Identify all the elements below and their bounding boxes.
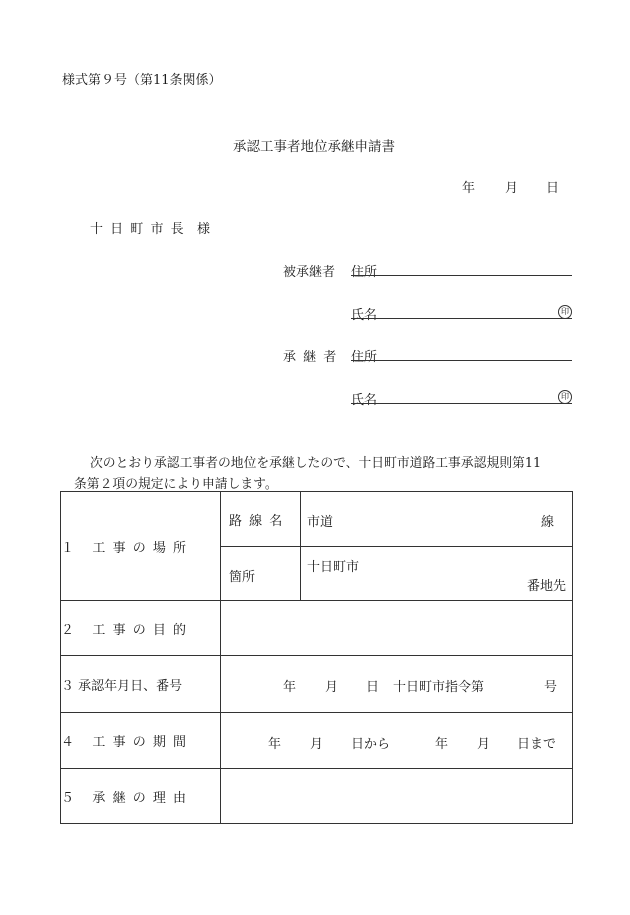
table-row-purpose	[61, 601, 573, 656]
predecessor-address-line[interactable]	[351, 275, 572, 276]
location-field[interactable]	[301, 547, 573, 601]
period-to-day: 日まで	[517, 737, 557, 752]
period-from-year: 年	[268, 737, 282, 752]
row-label-work-location: １ 工事の場所	[61, 492, 221, 601]
table-row-reason	[61, 769, 573, 824]
intro-line-2: 条第２項の規定により申請します。	[74, 477, 278, 492]
predecessor-seal-mark: 印	[558, 305, 572, 319]
reason-field[interactable]	[221, 769, 573, 824]
date-year-label: 年	[462, 181, 476, 196]
successor-address-label: 住所	[351, 350, 378, 365]
approval-year: 年	[283, 680, 297, 695]
successor-name-line[interactable]	[351, 403, 572, 404]
predecessor-address-label: 住所	[351, 265, 378, 280]
route-prefix: 市道	[307, 515, 334, 530]
intro-line-1: 次のとおり承認工事者の地位を承継したので、十日町市道路工事承認規則第11	[90, 456, 542, 471]
form-number: 様式第９号（第11条関係）	[62, 73, 222, 88]
approval-number-prefix: 十日町市指令第	[393, 680, 485, 695]
successor-name-label: 氏名	[351, 393, 378, 408]
table-row-approval	[61, 656, 573, 713]
period-field[interactable]	[221, 713, 573, 769]
purpose-field[interactable]	[221, 601, 573, 656]
row-label-approval-date-number: ３ 承認年月日、番号	[61, 656, 221, 713]
period-to-month: 月	[477, 737, 491, 752]
predecessor-name-line[interactable]	[351, 318, 572, 319]
location-suffix: 番地先	[526, 579, 566, 594]
predecessor-name-label: 氏名	[351, 308, 378, 323]
application-table	[60, 491, 573, 824]
addressee-name: 十日町市長	[90, 222, 191, 237]
table-row-period	[61, 713, 573, 769]
route-suffix: 線	[540, 515, 554, 530]
date-day-label: 日	[546, 181, 560, 196]
period-to-year: 年	[435, 737, 449, 752]
route-name-field[interactable]	[301, 492, 573, 547]
approval-day: 日	[366, 680, 380, 695]
predecessor-label: 被承継者	[283, 265, 336, 280]
location-label-first: 箇所	[229, 570, 256, 585]
row-label-succession-reason: ５ 承継の理由	[61, 769, 221, 824]
location-prefix: 十日町市	[307, 560, 360, 575]
table-row-route	[61, 492, 573, 547]
period-from-month: 月	[310, 737, 324, 752]
successor-label: 承継者	[283, 350, 344, 365]
successor-address-line[interactable]	[351, 360, 572, 361]
addressee-honorific: 様	[197, 222, 211, 237]
successor-seal-mark: 印	[558, 390, 572, 404]
row-label-work-period: ４ 工事の期間	[61, 713, 221, 769]
approval-month: 月	[325, 680, 339, 695]
row-label-work-purpose: ２ 工事の目的	[61, 601, 221, 656]
route-name-label-cell: 路線名	[221, 492, 301, 547]
location-label-cell	[221, 547, 301, 601]
approval-number-suffix: 号	[543, 680, 557, 695]
period-from-day: 日から	[351, 737, 391, 752]
approval-field[interactable]	[221, 656, 573, 713]
document-title: 承認工事者地位承継申請書	[233, 139, 395, 155]
date-month-label: 月	[505, 181, 519, 196]
